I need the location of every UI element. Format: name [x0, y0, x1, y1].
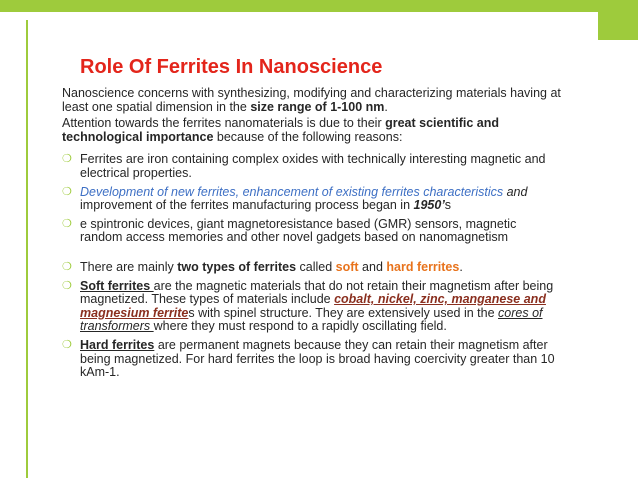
bullet-spintronic-devices: ❍ e spintronic devices, giant magnetoresistance based (GMR) sensors, magnetic random access memories and other novel gadgets based on nanomagnetism: [62, 216, 517, 245]
top-accent-bar: [0, 0, 638, 12]
slide-title: Role Of Ferrites In Nanoscience: [80, 56, 383, 78]
left-accent-line: [26, 20, 28, 478]
hollow-square-bullet-icon: ❍: [62, 185, 72, 198]
bullet-soft-ferrites: ❍ Soft ferrites are the magnetic materials that do not retain their magnetism after being magnetized. These types of materials include cobalt, nickel, zinc, manganese and magnesium ferrites with spinel structure. They are extensively used in the cores of transformers where they must respond to a rapidly oscillating field.: [62, 278, 554, 334]
bullet-hard-ferrites: ❍ Hard ferrites are permanent magnets because they can retain their magnetism after being magnetized. For hard ferrites the loop is broad having coercivity greater than 10 kAm-1.: [62, 337, 555, 380]
bullet-development-history: ❍ Development of new ferrites, enhancement of existing ferrites characteristics and improvement of the ferrites manufacturing process began in 1950’s: [62, 184, 528, 213]
intro-paragraph-2: Attention towards the ferrites nanomaterials is due to their great scientific and technological importance because of the following reasons:: [62, 116, 500, 144]
bullet-ferrites-definition: ❍ Ferrites are iron containing complex oxides with technically interesting magnetic and electrical properties.: [62, 152, 546, 180]
bullet-types-of-ferrites: ❍ There are mainly two types of ferrites called soft and hard ferrites.: [62, 259, 463, 274]
intro-paragraph-1: Nanoscience concerns with synthesizing, modifying and characterizing materials having at least one spatial dimension in the size range of 1-100 nm.: [62, 86, 561, 114]
hollow-square-bullet-icon: ❍: [62, 279, 72, 292]
hollow-square-bullet-icon: ❍: [62, 338, 72, 351]
slide-body: [62, 87, 562, 380]
hollow-square-bullet-icon: ❍: [62, 260, 72, 273]
hollow-square-bullet-icon: ❍: [62, 217, 72, 230]
corner-decorative-square: [598, 0, 638, 40]
hollow-square-bullet-icon: ❍: [62, 153, 72, 166]
